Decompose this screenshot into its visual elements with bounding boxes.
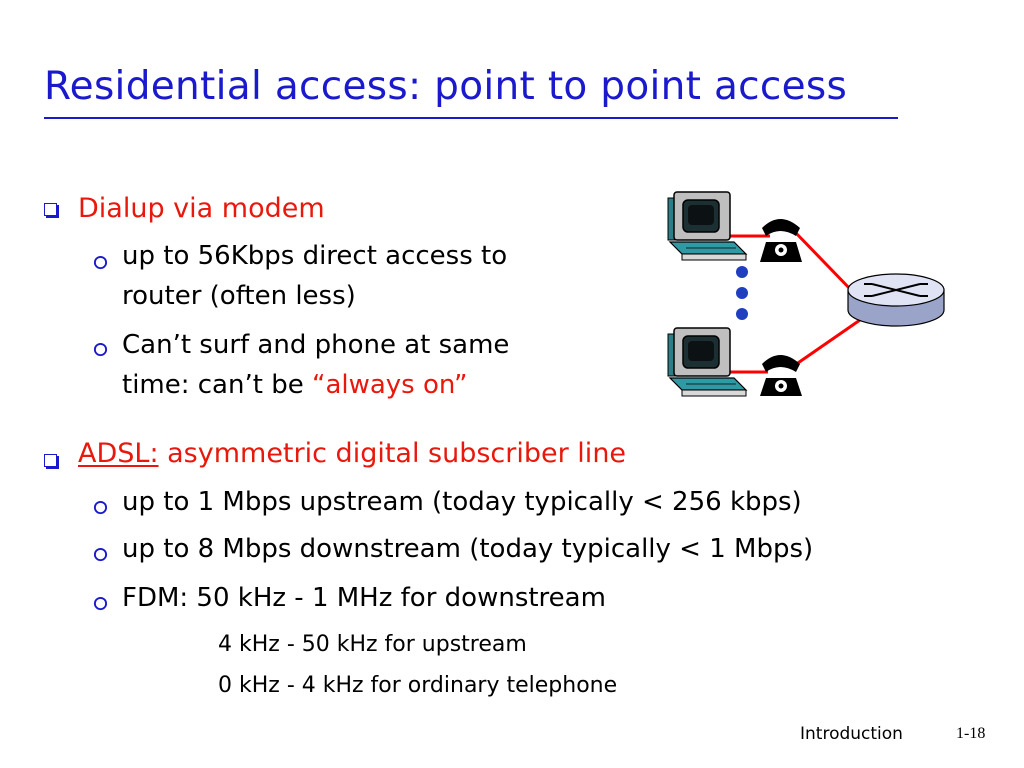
bullet-text-prefix: time: can’t be	[122, 370, 312, 400]
adsl-definition: asymmetric digital subscriber line	[158, 438, 627, 469]
dialup-network-diagram	[650, 180, 970, 400]
router-icon	[848, 274, 944, 326]
section-heading-adsl	[78, 438, 626, 469]
circle-bullet-icon	[93, 500, 108, 515]
footer-section-label: Introduction	[800, 724, 903, 744]
circle-bullet-icon	[93, 342, 108, 357]
computer-icon	[668, 328, 746, 396]
square-bullet-icon	[44, 203, 57, 216]
fdm-band-line: 4 kHz - 50 kHz for upstream	[218, 632, 527, 657]
bullet-text: Can’t surf and phone at same	[122, 330, 510, 360]
bullet-text: up to 8 Mbps downstream (today typically < 1 Mbps)	[122, 534, 814, 564]
section-heading-dialup: Dialup via modem	[78, 193, 325, 224]
continuation-dot	[736, 308, 748, 320]
phone-router-link	[795, 232, 853, 292]
circle-bullet-icon	[93, 255, 108, 270]
phone-router-link	[795, 320, 860, 365]
slide-title: Residential access: point to point access	[44, 64, 848, 109]
title-underline	[44, 117, 898, 119]
circle-bullet-icon	[93, 596, 108, 611]
circle-bullet-icon	[93, 547, 108, 562]
adsl-term: ADSL:	[78, 438, 159, 469]
continuation-dot	[736, 287, 748, 299]
bullet-text: up to 1 Mbps upstream (today typically < 256 kbps)	[122, 487, 802, 517]
bullet-text: up to 56Kbps direct access to	[122, 241, 508, 271]
telephone-icon	[760, 219, 802, 262]
continuation-dot	[736, 266, 748, 278]
telephone-icon	[760, 355, 802, 396]
always-on-highlight: “always on”	[311, 370, 468, 400]
fdm-band-line: 0 kHz - 4 kHz for ordinary telephone	[218, 673, 618, 698]
bullet-text: FDM: 50 kHz - 1 MHz for downstream	[122, 583, 606, 613]
bullet-text-continued	[122, 370, 467, 400]
footer-page-number: 1-18	[956, 725, 986, 742]
computer-icon	[668, 192, 746, 260]
square-bullet-icon	[44, 454, 57, 467]
bullet-text-continued: router (often less)	[122, 281, 356, 311]
